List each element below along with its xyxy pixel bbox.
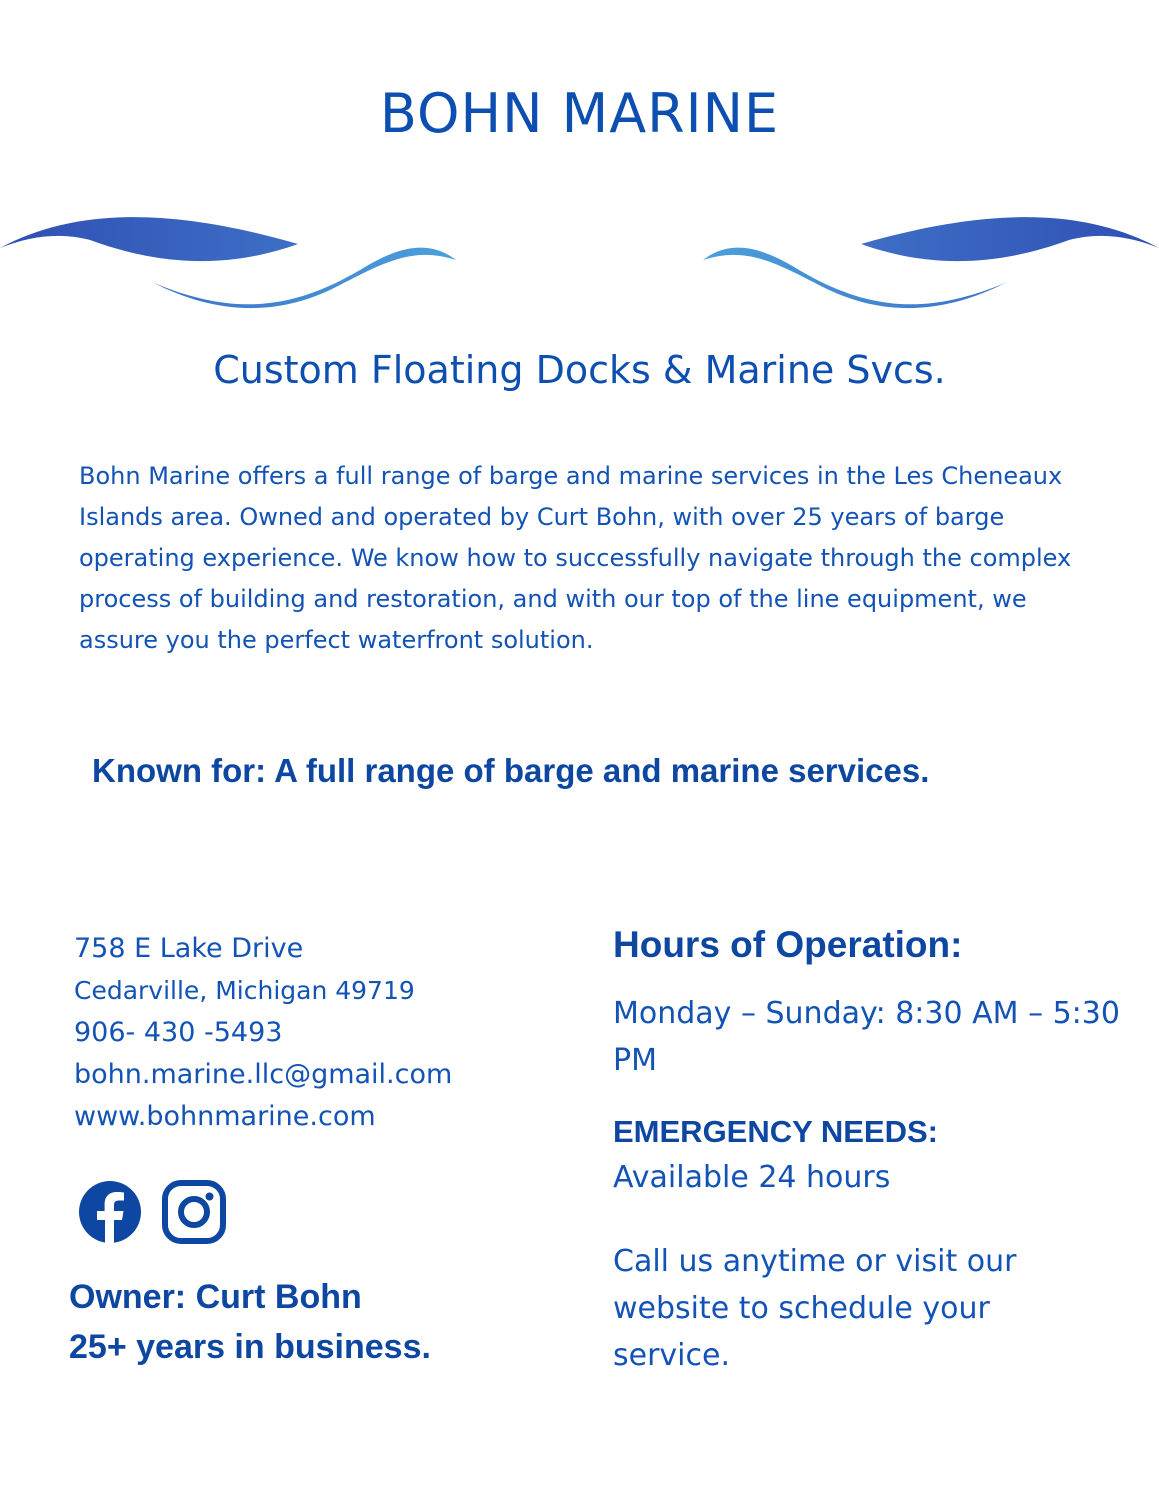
call-to-action: Call us anytime or visit our website to schedule your service.: [613, 1244, 1017, 1373]
owner-name: Owner: Curt Bohn: [69, 1278, 362, 1316]
instagram-icon[interactable]: [162, 1180, 226, 1244]
emergency-heading: EMERGENCY NEEDS:: [613, 1114, 938, 1149]
wave-decoration: [0, 200, 1159, 325]
page-title: BOHN MARINE: [379, 82, 780, 145]
intro-paragraph: Bohn Marine offers a full range of barge and marine services in the Les Cheneaux Islands area. Owned and operated by Curt Bohn, with over 25 years of barge operating experience. We know how to successfully navigate through the complex process of building and restoration, and with our top of the line equipment, we assure you the perfect waterfront solution.: [79, 462, 1072, 654]
right-wave: [703, 217, 1159, 308]
hours-text: Monday – Sunday: 8:30 AM – 5:30 PM: [613, 996, 1120, 1078]
social-icons: [78, 1180, 238, 1242]
email-link[interactable]: bohn.marine.llc@gmail.com: [74, 1059, 453, 1090]
contact-info: [74, 928, 554, 1138]
hours-heading: Hours of Operation:: [613, 924, 963, 965]
facebook-icon[interactable]: [78, 1180, 142, 1244]
known-for-heading: Known for: A full range of barge and marine services.: [92, 752, 930, 789]
page-subtitle: Custom Floating Docks & Marine Svcs.: [213, 348, 946, 392]
address-line-1: 758 E Lake Drive: [74, 933, 304, 964]
website-link[interactable]: www.bohnmarine.com: [74, 1101, 376, 1132]
emergency-text: Available 24 hours: [613, 1160, 891, 1195]
left-wave: [0, 217, 456, 308]
years-in-business: 25+ years in business.: [69, 1328, 431, 1366]
owner-info: [69, 1272, 431, 1372]
phone-number[interactable]: 906- 430 -5493: [74, 1017, 283, 1048]
address-line-2: Cedarville, Michigan 49719: [74, 976, 415, 1005]
